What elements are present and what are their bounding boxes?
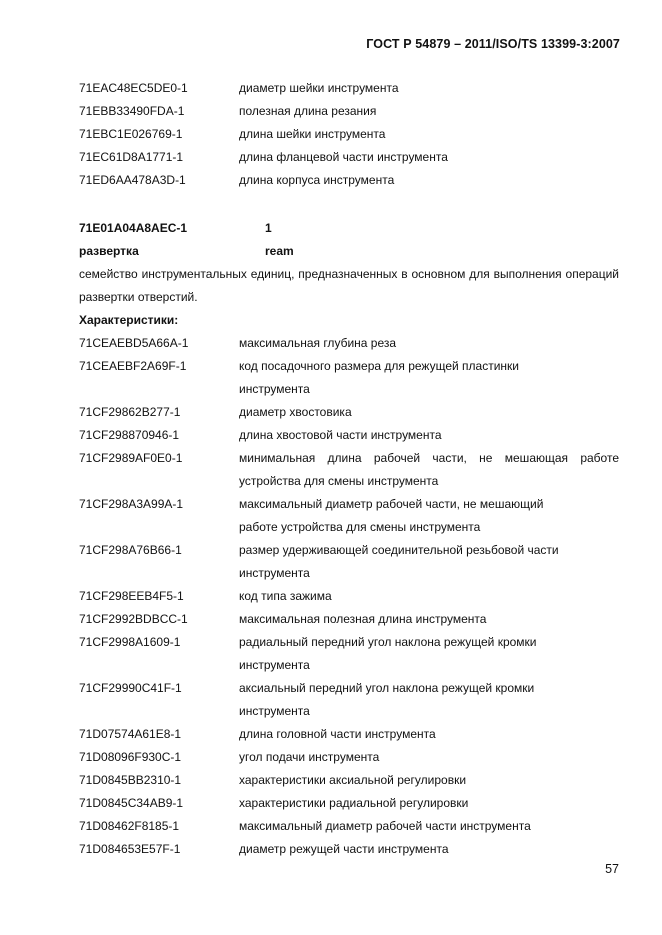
entry-code: 71EAC48EC5DE0-1: [79, 81, 188, 95]
term-version: 1: [265, 221, 272, 235]
term-name-en: ream: [265, 244, 294, 258]
characteristic-code: 71D0845C34AB9-1: [79, 796, 184, 810]
characteristic-code: 71CF298870946-1: [79, 428, 180, 442]
characteristic-text: код типа зажима: [239, 589, 332, 603]
term-name-ru: развертка: [79, 244, 139, 258]
entry-code: 71EC61D8A1771-1: [79, 150, 184, 164]
page-number: 57: [605, 862, 619, 876]
characteristic-code: 71D0845BB2310-1: [79, 773, 182, 787]
characteristic-text: диаметр хвостовика: [239, 405, 352, 419]
characteristic-code: 71D08462F8185-1: [79, 819, 180, 833]
characteristic-text: максимальный диаметр рабочей части инструмента: [239, 819, 531, 833]
characteristic-code: 71CF2989AF0E0-1: [79, 451, 183, 465]
characteristic-text: максимальный диаметр рабочей части, не мешающий работе устройства для смены инструмента: [239, 497, 544, 534]
characteristic-code: 71CF29990C41F-1: [79, 681, 182, 695]
characteristic-text: код посадочного размера для режущей пластинки инструмента: [239, 359, 519, 396]
characteristic-code: 71D07574A61E8-1: [79, 727, 182, 741]
characteristic-code: 71CF298A3A99A-1: [79, 497, 184, 511]
characteristic-text: максимальная глубина реза: [239, 336, 397, 350]
entry-code: 71EBB33490FDA-1: [79, 104, 185, 118]
entry-code: 71EBC1E026769-1: [79, 127, 183, 141]
term-definition: семейство инструментальных единиц, предназначенных в основном для выполнения операций развертки отверстий.: [79, 267, 619, 304]
characteristics-heading: Характеристики:: [79, 313, 179, 327]
characteristic-text: радиальный передний угол наклона режущей кромки инструмента: [239, 635, 537, 672]
characteristic-code: 71CEAEBF2A69F-1: [79, 359, 187, 373]
term-code: 71E01A04A8AEC-1: [79, 221, 188, 235]
characteristic-code: 71D084653E57F-1: [79, 842, 181, 856]
characteristic-text: минимальная длина рабочей части, не мешающая работе устройства для смены инструмента: [239, 451, 619, 488]
characteristic-text: размер удерживающей соединительной резьбовой части инструмента: [239, 543, 559, 580]
entry-text: полезная длина резания: [239, 104, 377, 118]
document-header: ГОСТ Р 54879 – 2011/ISO/TS 13399-3:2007: [366, 37, 620, 51]
characteristic-code: 71CF298A76B66-1: [79, 543, 182, 557]
characteristic-text: максимальная полезная длина инструмента: [239, 612, 487, 626]
characteristic-code: 71CF2992BDBCC-1: [79, 612, 188, 626]
characteristic-text: длина головной части инструмента: [239, 727, 436, 741]
characteristic-text: длина хвостовой части инструмента: [239, 428, 442, 442]
characteristic-code: 71CF2998A1609-1: [79, 635, 181, 649]
characteristic-text: диаметр режущей части инструмента: [239, 842, 449, 856]
characteristic-text: характеристики аксиальной регулировки: [239, 773, 467, 787]
characteristic-text: характеристики радиальной регулировки: [239, 796, 469, 810]
characteristic-code: 71D08096F930C-1: [79, 750, 182, 764]
entry-text: длина шейки инструмента: [239, 127, 386, 141]
characteristic-code: 71CF29862B277-1: [79, 405, 181, 419]
entry-code: 71ED6AA478A3D-1: [79, 173, 186, 187]
characteristic-code: 71CEAEBD5A66A-1: [79, 336, 189, 350]
entry-text: длина фланцевой части инструмента: [239, 150, 448, 164]
characteristic-code: 71CF298EEB4F5-1: [79, 589, 184, 603]
characteristic-text: аксиальный передний угол наклона режущей кромки инструмента: [239, 681, 535, 718]
characteristic-text: угол подачи инструмента: [239, 750, 380, 764]
entry-text: длина корпуса инструмента: [239, 173, 395, 187]
entry-text: диаметр шейки инструмента: [239, 81, 399, 95]
